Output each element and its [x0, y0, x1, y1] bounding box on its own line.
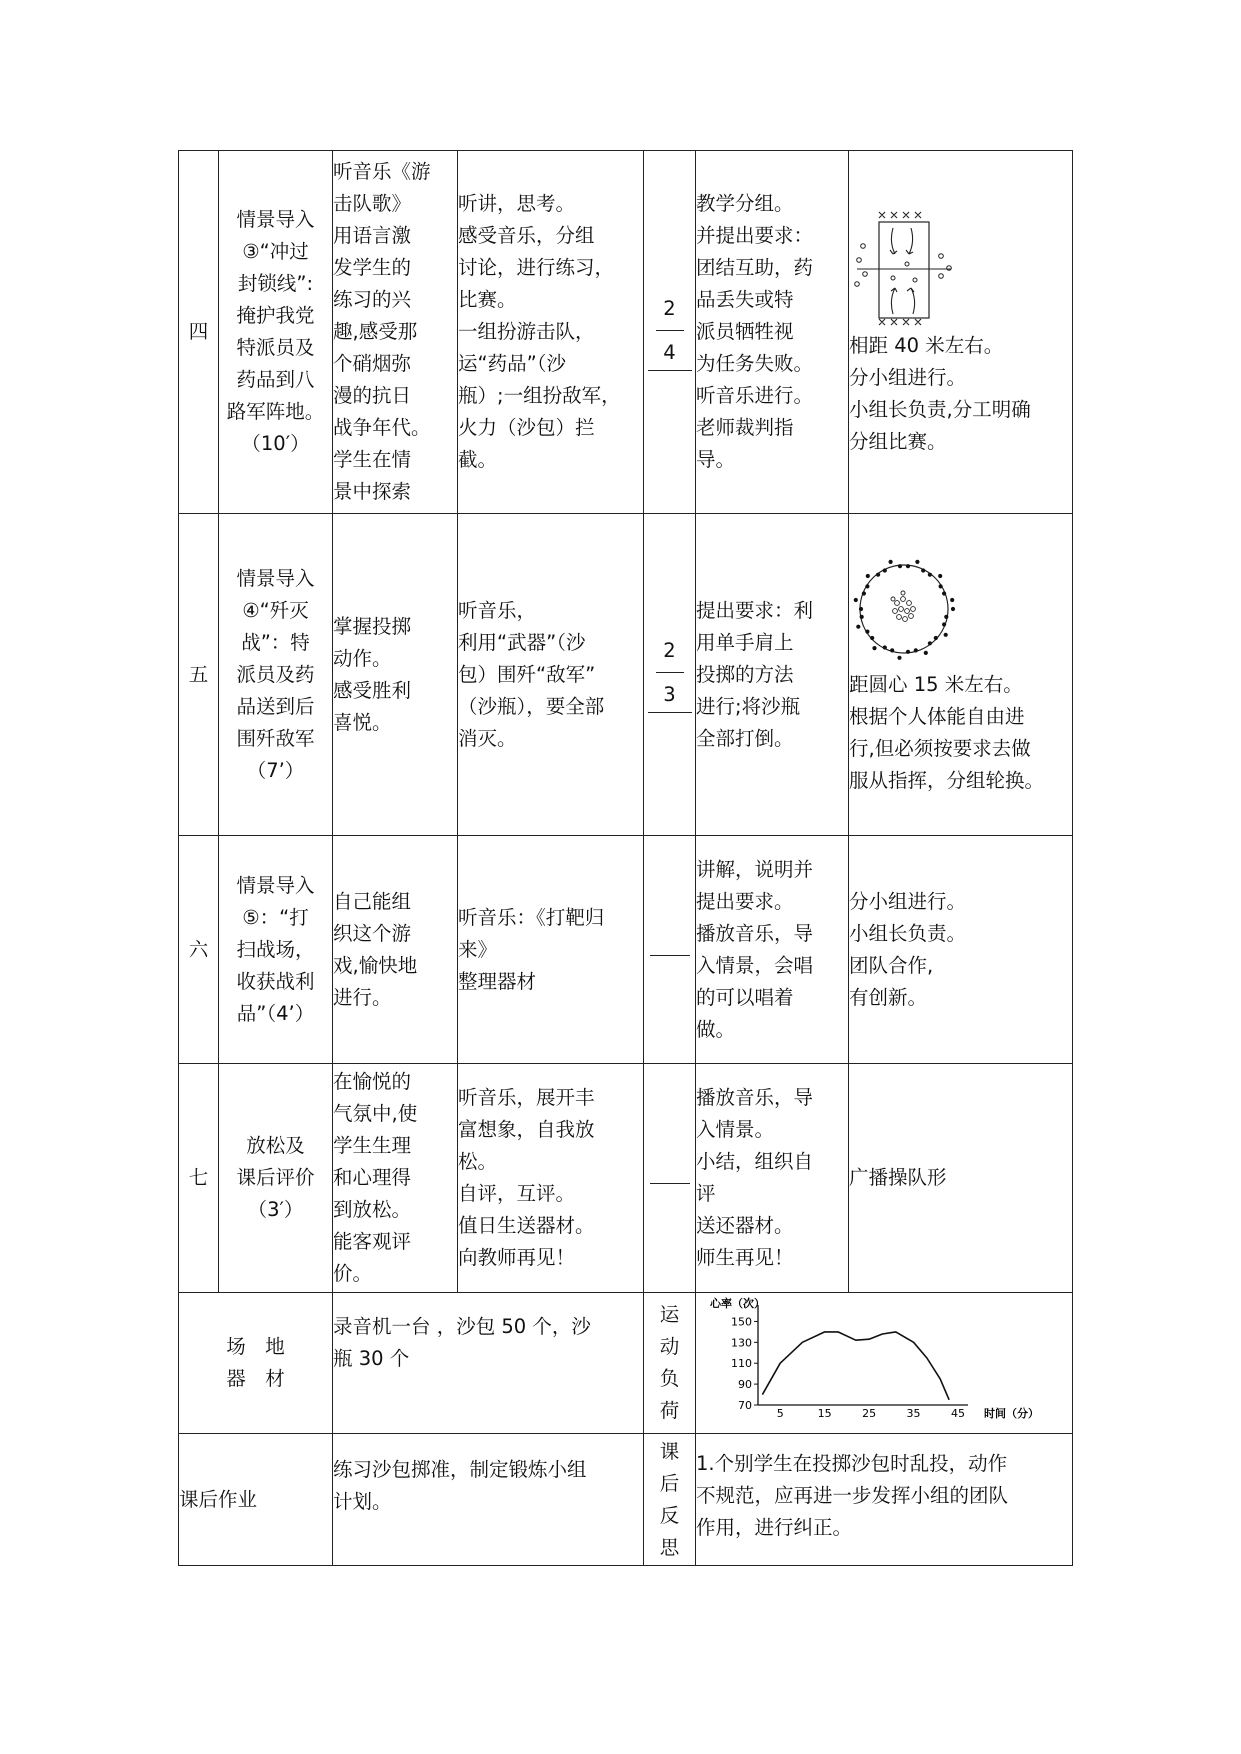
student-line: 运“药品”（沙 [458, 352, 566, 375]
teacher-line: 全部打倒。 [696, 726, 794, 750]
organization [849, 836, 1073, 1064]
teacher-line: 小结，组织自 [696, 1150, 814, 1173]
org-line: 小组长负责。 [849, 921, 967, 945]
student-line: 包）围歼“敌军” [458, 662, 596, 686]
student-activity [458, 836, 644, 1064]
org-line: 服从指挥，分组轮换。 [849, 768, 1045, 792]
goal-line: 到放松。 [333, 1198, 412, 1221]
reflection-content [696, 1434, 1073, 1566]
title-line: 围歼敌军 [236, 726, 315, 750]
org-line: 距圆心 15 米左右。 [849, 672, 1023, 696]
player-dot [883, 568, 887, 572]
org-line: 行,但必须按要求去做 [849, 736, 1031, 760]
student-line: 听讲，思考。 [458, 192, 576, 215]
org-line: 分小组进行。 [849, 366, 967, 389]
goal-line: 自己能组 [333, 889, 412, 913]
y-tick-label: 70 [738, 1399, 752, 1412]
teacher-line: 为任务失败。 [696, 352, 814, 375]
teacher-line: 送还器材。 [696, 1214, 794, 1237]
goal-line: 学生在情 [333, 448, 412, 471]
teacher-line: 用单手肩上 [696, 630, 794, 654]
student-line: 富想象，自我放 [458, 1118, 595, 1141]
player-dot [865, 629, 869, 633]
goal-line: 个硝烟弥 [333, 352, 412, 375]
teacher-line: 团结互助，药 [696, 256, 814, 279]
goal-line: 和心理得 [333, 1166, 412, 1189]
teacher-line: 听音乐进行。 [696, 384, 814, 407]
teacher-activity [696, 151, 849, 514]
goal-line: 用语言激 [333, 224, 412, 247]
teacher-line: 导。 [696, 448, 736, 471]
venue-label: 场 地 器 材 [179, 1293, 333, 1434]
table-row [179, 836, 1073, 1064]
teacher-line: 评 [696, 1182, 716, 1205]
table-row [179, 1434, 1073, 1566]
load-min: 2 [663, 639, 676, 662]
player-dot [862, 591, 866, 595]
heart-rate-line [762, 1332, 949, 1400]
player-dot [938, 573, 942, 577]
y-tick-label: 90 [738, 1378, 752, 1392]
activity-title [219, 1064, 333, 1293]
load-label-char: 负 [659, 1367, 680, 1390]
teaching-goal [333, 514, 458, 836]
organization [849, 514, 1073, 836]
load-max: 4 [663, 340, 676, 364]
teacher-activity [696, 514, 849, 836]
student-activity [458, 1064, 644, 1293]
load-label-char: 运 [659, 1303, 680, 1326]
x-tick-label: 15 [817, 1407, 832, 1420]
y-tick-label: 110 [731, 1357, 752, 1371]
title-line: （3′） [247, 1198, 304, 1221]
teaching-goal [333, 151, 458, 514]
reflection-line: 作用，进行纠正。 [696, 1516, 853, 1539]
player-dot [906, 649, 910, 653]
row-number: 六 [179, 836, 219, 1064]
table-row [179, 151, 1073, 514]
goal-line: 织这个游 [333, 921, 412, 945]
x-tick-label: 25 [862, 1407, 877, 1420]
load-label-char: 荷 [659, 1399, 680, 1422]
title-line: 特派员及 [236, 336, 315, 359]
reflect-label-char: 后 [659, 1471, 680, 1495]
homework-line: 计划。 [333, 1490, 392, 1513]
load-min: 2 [663, 296, 676, 320]
player-dot [944, 614, 948, 618]
teaching-goal [333, 836, 458, 1064]
exercise-load [644, 836, 696, 1064]
y-tick-label: 150 [731, 1315, 752, 1329]
org-line: 有创新。 [849, 985, 928, 1009]
table-row [179, 1064, 1073, 1293]
org-line: 分小组进行。 [849, 889, 967, 913]
student-activity [458, 514, 644, 836]
goal-line: 漫的抗日 [333, 384, 412, 407]
field-diagram [849, 206, 959, 326]
player-dot [897, 655, 901, 659]
table-row [179, 514, 1073, 836]
teaching-goal [333, 1064, 458, 1293]
row-number: 四 [179, 151, 219, 514]
org-line: 团队合作, [849, 953, 934, 977]
goal-line: 气氛中,使 [333, 1102, 418, 1125]
player-dot [854, 597, 858, 601]
load-max: 3 [663, 683, 676, 706]
homework-line: 练习沙包掷准，制定锻炼小组 [333, 1458, 587, 1481]
goal-line: 趣,感受那 [333, 320, 418, 343]
student-line: 利用“武器”（沙 [458, 630, 586, 654]
goal-line: 发学生的 [333, 256, 412, 279]
goal-line: 景中探索 [333, 480, 412, 503]
row-number: 五 [179, 514, 219, 836]
teacher-line: 提出要求：利 [696, 598, 814, 622]
goal-line: 价。 [333, 1262, 373, 1285]
student-line: 听音乐：《打靶归 [458, 905, 605, 929]
venue-content [333, 1293, 644, 1434]
player-dot [914, 648, 918, 652]
load-label-char: 动 [659, 1335, 680, 1358]
org-line: 广播操队形 [849, 1166, 947, 1189]
goal-line: 听音乐《游 [333, 160, 431, 183]
player-dot [921, 568, 925, 572]
player-dot [928, 572, 932, 576]
row-number: 七 [179, 1064, 219, 1293]
title-line: 课后评价 [236, 1166, 315, 1189]
player-dot [876, 572, 880, 576]
student-line: （沙瓶），要全部 [458, 694, 605, 718]
activity-title [219, 151, 333, 514]
player-dot [906, 564, 910, 568]
title-line: （10′） [241, 432, 310, 455]
org-line: 小组长负责,分工明确 [849, 398, 1031, 421]
title-line: 品送到后 [236, 694, 315, 718]
title-line: 路军阵地。 [226, 400, 325, 423]
student-line: 消灭。 [458, 726, 517, 750]
x-axis-label: 时间（分） [984, 1407, 1039, 1420]
goal-line: 动作。 [333, 646, 392, 670]
title-line: 封锁线”: [237, 272, 314, 295]
reflect-label-char: 反 [659, 1503, 680, 1527]
reflection-line: 不规范，应再进一步发挥小组的团队 [696, 1484, 1009, 1507]
title-line: 情景导入 [236, 566, 315, 590]
heart-rate-svg [696, 1293, 1072, 1423]
player-dot [860, 614, 864, 618]
student-line: 截。 [458, 448, 498, 471]
title-line: 情景导入 [236, 873, 315, 897]
player-dot [942, 591, 946, 595]
goal-line: 喜悦。 [333, 710, 392, 734]
title-line: 派员及药 [236, 662, 315, 686]
y-axis-label: 心率（次） [710, 1297, 765, 1310]
player-dot [944, 632, 948, 636]
table-row [179, 1293, 1073, 1434]
student-line: 火力（沙包）拦 [458, 416, 595, 439]
goal-line: 练习的兴 [333, 288, 412, 311]
teacher-activity [696, 836, 849, 1064]
player-dot [915, 559, 919, 563]
load-label [644, 1293, 696, 1434]
player-dot [934, 635, 938, 639]
student-line: 一组扮游击队， [458, 320, 595, 343]
title-line: ③“冲过 [242, 240, 309, 263]
goal-line: 戏,愉快地 [333, 953, 418, 977]
goal-line: 战争年代。 [333, 416, 431, 439]
goal-line: 感受胜利 [333, 678, 412, 702]
reflect-label-char: 思 [659, 1535, 680, 1559]
title-line: 情景导入 [236, 208, 315, 231]
title-line: ⑤：“打 [242, 905, 309, 929]
goal-line: 进行。 [333, 985, 392, 1009]
title-line: （7’） [246, 758, 305, 782]
title-line: 品”（4’） [236, 1001, 315, 1025]
reflection-label [644, 1434, 696, 1566]
teacher-line: 播放音乐，导 [696, 1086, 814, 1109]
student-line: 讨论，进行练习， [458, 256, 615, 279]
player-dot [951, 606, 955, 610]
goal-line: 击队歌》 [333, 192, 412, 215]
goal-line: 在愉悦的 [333, 1070, 412, 1093]
player-dot [866, 573, 870, 577]
teacher-line: 讲解，说明并 [696, 857, 814, 881]
title-line: 收获战利 [236, 969, 315, 993]
teacher-line: 的可以唱着 [696, 985, 794, 1009]
goal-line: 掌握投掷 [333, 614, 412, 638]
student-line: 向教师再见！ [458, 1246, 576, 1269]
title-line: 掩护我党 [236, 304, 315, 327]
student-line: 自评，互评。 [458, 1182, 576, 1205]
homework-label: 课后作业 [179, 1434, 333, 1566]
player-dot [856, 624, 860, 628]
org-line: 根据个人体能自由进 [849, 704, 1025, 728]
y-tick-label: 130 [731, 1336, 752, 1350]
student-line: 松。 [458, 1150, 498, 1173]
x-tick-label: 35 [906, 1407, 921, 1420]
title-line: 药品到八 [236, 368, 315, 391]
circle-diagram [849, 553, 959, 665]
student-line: 听音乐， [458, 598, 537, 622]
teacher-line: 入情景，会唱 [696, 953, 814, 977]
homework-content [333, 1434, 644, 1566]
teacher-line: 派员牺牲视 [696, 320, 794, 343]
student-line: 感受音乐，分组 [458, 224, 595, 247]
heart-rate-chart [696, 1293, 1073, 1434]
reflect-label-char: 课 [659, 1439, 680, 1463]
lesson-plan-table [178, 150, 1073, 1566]
student-line: 比赛。 [458, 288, 517, 311]
teacher-line: 并提出要求： [696, 224, 814, 247]
student-activity [458, 151, 644, 514]
teacher-line: 品丢失或特 [696, 288, 794, 311]
x-tick-label: 5 [776, 1407, 784, 1420]
venue-line: 瓶 30 个 [333, 1347, 410, 1370]
venue-line: 录音机一台 ，沙包 50 个，沙 [333, 1315, 591, 1338]
player-dot [924, 650, 928, 654]
player-dot [898, 564, 902, 568]
player-dot [883, 645, 887, 649]
title-line: 战”：特 [241, 630, 310, 654]
teacher-line: 入情景。 [696, 1118, 775, 1141]
exercise-load [644, 1064, 696, 1293]
teacher-activity [696, 1064, 849, 1293]
title-line: 扫战场， [236, 937, 315, 961]
student-line: 瓶）;一组扮敌军， [458, 384, 621, 407]
teacher-line: 老师裁判指 [696, 416, 794, 439]
teacher-line: 做。 [696, 1017, 736, 1041]
x-tick-label: 45 [951, 1407, 965, 1420]
org-line: 相距 40 米左右。 [849, 334, 1004, 357]
player-dot [890, 648, 894, 652]
teacher-line: 播放音乐，导 [696, 921, 814, 945]
player-dot [950, 597, 954, 601]
title-line: ④“歼灭 [242, 598, 309, 622]
organization [849, 151, 1073, 514]
reflection-line: 1.个别学生在投掷沙包时乱投，动作 [696, 1452, 1008, 1475]
activity-title [219, 836, 333, 1064]
teacher-line: 教学分组。 [696, 192, 794, 215]
player-dot [939, 584, 943, 588]
player-dot [928, 641, 932, 645]
organization [849, 1064, 1073, 1293]
student-line: 来》 [458, 937, 498, 961]
activity-title [219, 514, 333, 836]
teacher-line: 提出要求。 [696, 889, 794, 913]
player-dot [859, 606, 863, 610]
player-dot [870, 635, 874, 639]
teacher-line: 进行;将沙瓶 [696, 694, 801, 718]
org-line: 分组比赛。 [849, 430, 947, 453]
exercise-load [644, 514, 696, 836]
student-line: 整理器材 [458, 969, 537, 993]
player-dot [889, 559, 893, 563]
player-dot [865, 584, 869, 588]
player-dot [942, 622, 946, 626]
title-line: 放松及 [246, 1134, 305, 1157]
player-dot [872, 646, 876, 650]
teacher-line: 师生再见！ [696, 1246, 794, 1269]
teacher-line: 投掷的方法 [696, 662, 794, 686]
exercise-load [644, 151, 696, 514]
student-line: 听音乐，展开丰 [458, 1086, 595, 1109]
student-line: 值日生送器材。 [458, 1214, 595, 1237]
goal-line: 能客观评 [333, 1230, 412, 1253]
goal-line: 学生生理 [333, 1134, 412, 1157]
